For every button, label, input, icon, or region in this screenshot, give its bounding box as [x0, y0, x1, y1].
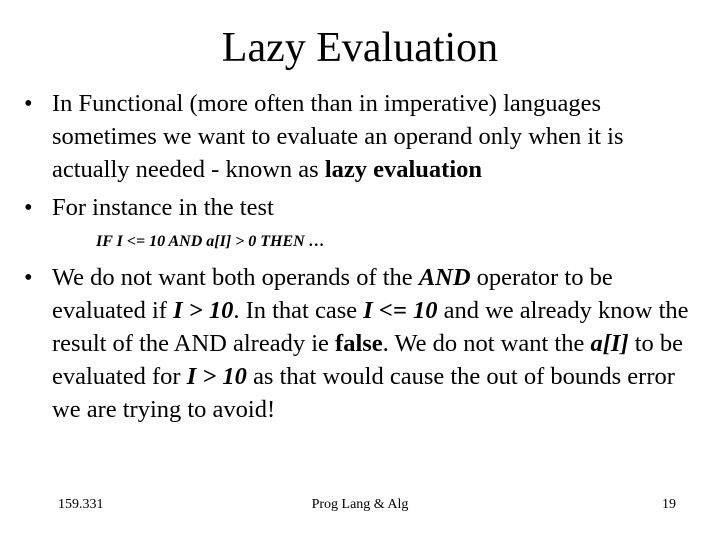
text-run: . In that case: [233, 297, 364, 324]
bullet-dot: •: [24, 194, 33, 221]
term-and: AND: [418, 264, 471, 291]
footer-course-name: Prog Lang & Alg: [311, 497, 409, 512]
bullet-dot: •: [24, 264, 33, 291]
text-run: to be evaluated for: [52, 330, 684, 390]
expr-i-gt-10: I > 10: [186, 363, 247, 390]
term-lazy-evaluation: lazy evaluation: [324, 156, 483, 183]
term-false: false: [335, 330, 383, 357]
text-run: and we already know the result of the AND already ie: [52, 297, 689, 357]
footer-page-number: 19: [662, 497, 676, 512]
bullet-text: [52, 87, 704, 186]
bullet-and-operator: [24, 261, 704, 426]
bullet-dot: •: [24, 90, 33, 117]
text-run: We do not want both operands of the: [52, 264, 419, 291]
text-run: . We do not want the: [382, 330, 591, 357]
text-run: operator to be evaluated if: [52, 264, 613, 324]
bullet-lazy-evaluation: [24, 87, 704, 186]
bullet-text-plain: In Functional (more often than in imperative) languages sometimes we want to evaluate an operand only when it is actually needed - known as: [52, 90, 624, 183]
expr-i-le-10: I <= 10: [363, 297, 438, 324]
code-example: IF I <= 10 AND a[I] > 0 THEN …: [96, 233, 325, 250]
bullet-text: [52, 261, 704, 426]
expr-i-gt-10: I > 10: [173, 297, 234, 324]
text-run: as that would cause the out of bounds error we are trying to avoid!: [52, 363, 675, 423]
bullet-text: For instance in the test: [52, 194, 274, 221]
slide-title: Lazy Evaluation: [221, 25, 499, 71]
expr-a-i: a[I]: [590, 330, 629, 357]
footer-course-code: 159.331: [58, 497, 104, 512]
bullet-for-instance: [24, 191, 704, 224]
